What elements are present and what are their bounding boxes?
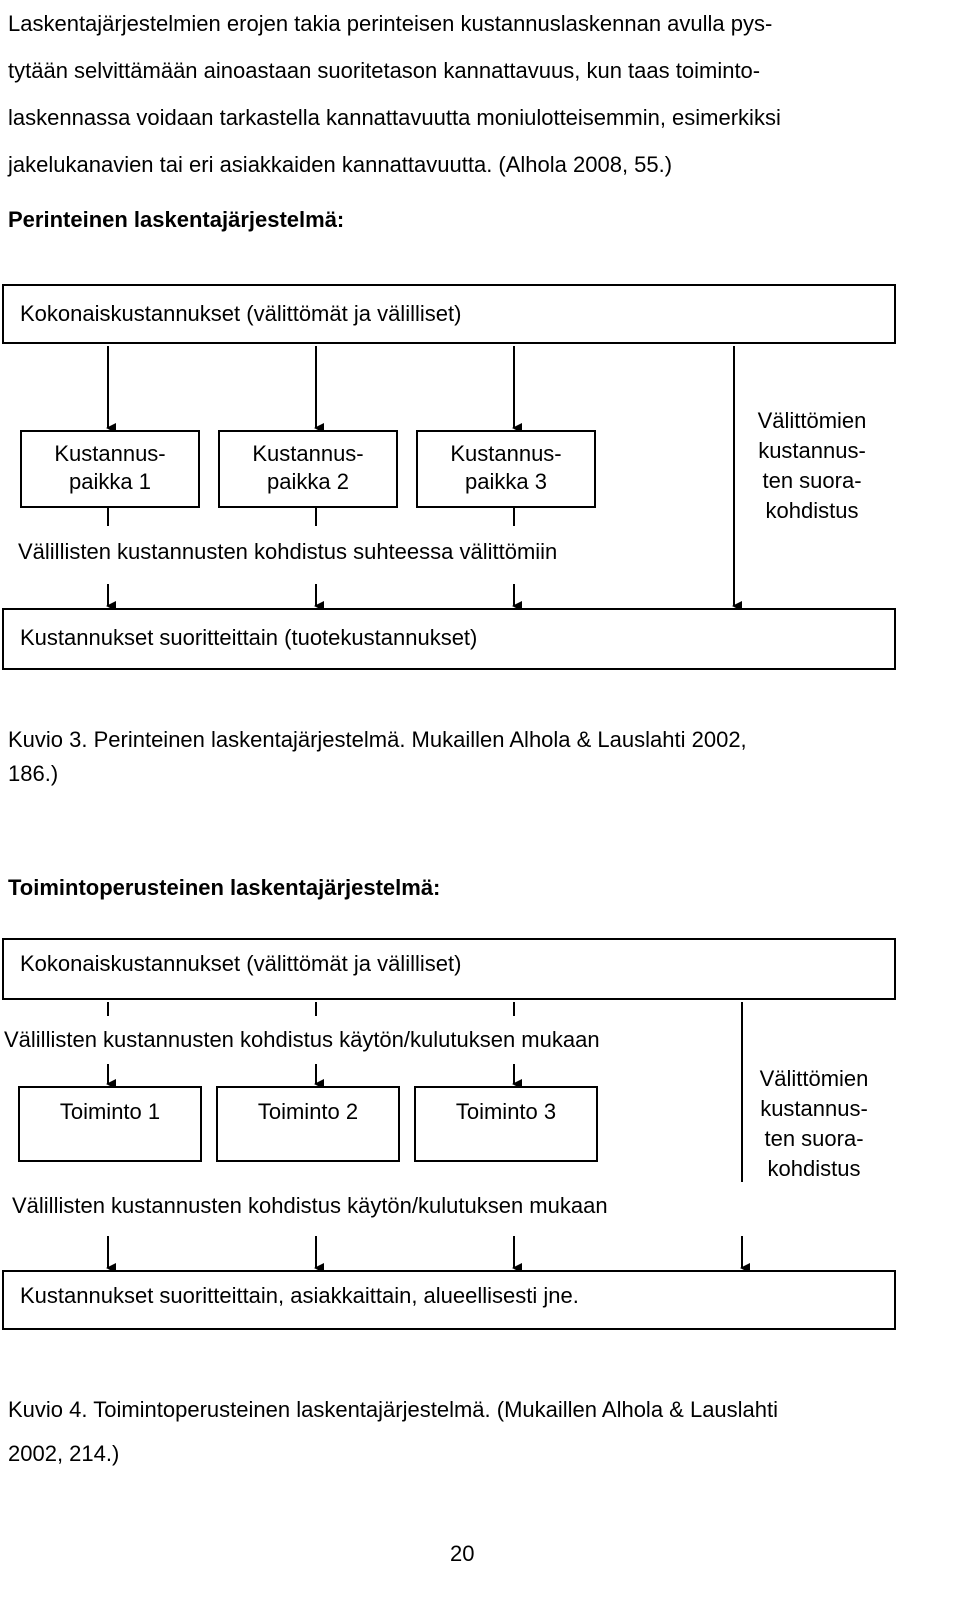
diagram2-bottom-box-label: Kustannukset suoritteittain, asiakkaittain, alueellisesti jne. (20, 1283, 579, 1308)
activity-1-label: Toiminto 1 (59, 1099, 161, 1124)
activity-3-label: Toiminto 3 (455, 1099, 557, 1124)
cost-center-3-box (416, 430, 596, 508)
cost-center-2-box (218, 430, 398, 508)
activity-1-box (18, 1086, 202, 1162)
intro-line: Laskentajärjestelmien erojen takia perinteisen kustannuslaskennan avulla pys- (8, 11, 773, 36)
cost-center-1-box (20, 430, 200, 508)
diagram2-allocation-label-1: Välillisten kustannusten kohdistus käytön/kulutuksen mukaan (4, 1027, 600, 1052)
figure-3-caption-line2: 186.) (8, 761, 59, 786)
diagram2-direct-label: Välittömien kustannus- ten suora- kohdistus (759, 1066, 869, 1181)
intro-line: jakelukanavien tai eri asiakkaiden kannattavuutta. (Alhola 2008, 55.) (8, 152, 673, 177)
diagram2-top-box (2, 938, 896, 1000)
activity-2-box (216, 1086, 400, 1162)
diagram2-top-box-label: Kokonaiskustannukset (välittömät ja välilliset) (20, 951, 462, 976)
diagram1-allocation-label: Välillisten kustannusten kohdistus suhteessa välittömiin (18, 539, 558, 564)
activity-3-box (414, 1086, 598, 1162)
diagram1-top-box-label: Kokonaiskustannukset (välittömät ja välilliset) (20, 301, 462, 326)
cost-center-1-label: Kustannus- paikka 1 (54, 441, 166, 494)
cost-center-3-label: Kustannus- paikka 3 (450, 441, 562, 494)
figure-4-caption-line1: Kuvio 4. Toimintoperusteinen laskentajärjestelmä. (Mukaillen Alhola & Lauslahti (8, 1397, 779, 1422)
page-number: 20 (450, 1541, 475, 1566)
activity-2-label: Toiminto 2 (257, 1099, 359, 1124)
diagram1-bottom-box-label: Kustannukset suoritteittain (tuotekustannukset) (20, 625, 478, 650)
cost-center-2-label: Kustannus- paikka 2 (252, 441, 364, 494)
diagram1-direct-label: Välittömien kustannus- ten suora- kohdistus (757, 408, 867, 523)
figure-3-caption-line1: Kuvio 3. Perinteinen laskentajärjestelmä. Mukaillen Alhola & Lauslahti 2002, (8, 727, 747, 752)
diagram2-allocation-label-2: Välillisten kustannusten kohdistus käytön/kulutuksen mukaan (12, 1193, 608, 1218)
intro-line: laskennassa voidaan tarkastella kannattavuutta moniulotteisemmin, esimerkiksi (8, 105, 781, 130)
diagram2-heading: Toimintoperusteinen laskentajärjestelmä: (8, 875, 441, 900)
diagram1-heading: Perinteinen laskentajärjestelmä: (8, 207, 345, 232)
diagram1-bottom-box (2, 608, 896, 670)
figure-4-caption-line2: 2002, 214.) (8, 1441, 120, 1466)
diagram2-bottom-box (2, 1270, 896, 1330)
intro-line: tytään selvittämään ainoastaan suoritetason kannattavuus, kun taas toiminto- (8, 58, 761, 83)
